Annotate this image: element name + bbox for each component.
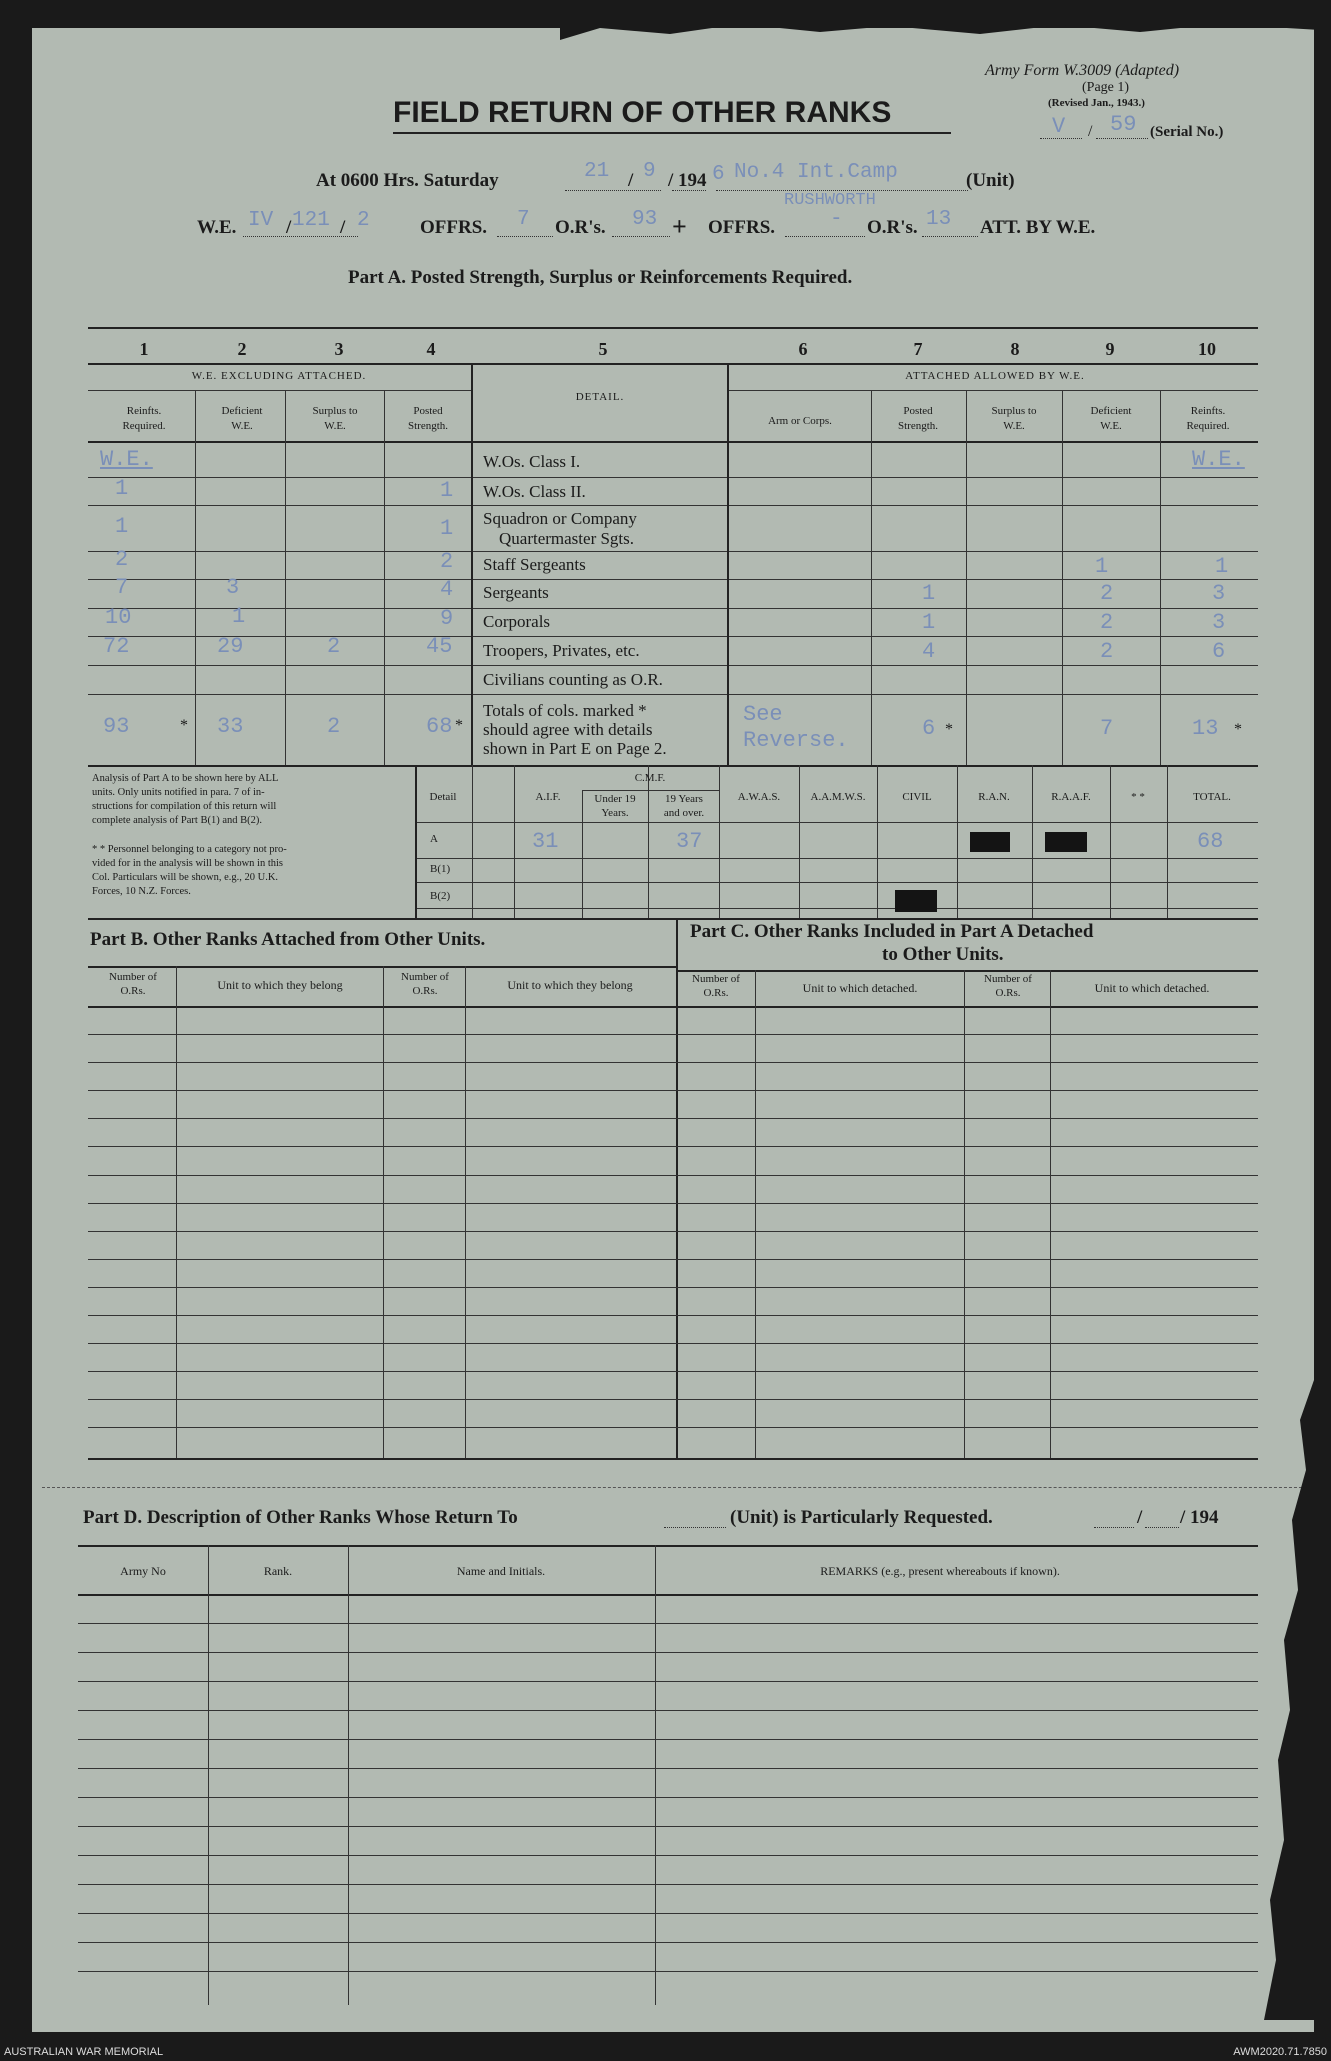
row-ssgt-posted: 2: [440, 549, 454, 574]
att-label: ATT. BY W.E.: [980, 217, 1096, 238]
we-value-b: 121: [292, 209, 330, 232]
page-label: (Page 1): [1082, 80, 1130, 95]
part-b-title: Part B. Other Ranks Attached from Other Units.: [90, 929, 486, 950]
row-wo1-att-reinfts: W.E.: [1192, 447, 1245, 472]
analysis-civil-header: CIVIL: [902, 791, 932, 803]
col-number-6: 6: [798, 339, 808, 359]
row-sgt-att-reinfts: 3: [1212, 581, 1226, 606]
analysis-note-2: units. Only units notified in para. 7 of in-: [92, 787, 265, 798]
analysis-note-1: Analysis of Part A to be shown here by ALL: [92, 773, 279, 784]
ruled-line: [78, 1710, 1258, 1711]
row-qm-posted: 1: [440, 516, 454, 541]
analysis-row-b1: B(1): [430, 863, 451, 875]
subhead-deficient-2: W.E.: [231, 420, 253, 432]
ruled-line: [88, 1259, 1258, 1260]
row-pte-posted: 45: [426, 634, 453, 659]
date-year-digit: 6: [712, 163, 725, 186]
part-d-rank-header: Rank.: [263, 1564, 293, 1578]
part-d-name-header: Name and Initials.: [456, 1564, 546, 1578]
ors2-value: 13: [926, 208, 952, 231]
group-left-header: W.E. EXCLUDING ATTACHED.: [191, 370, 367, 382]
at-label: At 0600 Hrs. Saturday: [316, 170, 499, 191]
ruled-line: [88, 1146, 1258, 1147]
ruled-line: [88, 1034, 1258, 1035]
analysis-over19: 19 Years: [665, 793, 703, 805]
analysis-raaf-header: R.A.A.F.: [1051, 791, 1091, 803]
unit-label: (Unit): [966, 170, 1015, 191]
ruled-line: [88, 1231, 1258, 1232]
row-pte-deficient: 29: [217, 634, 244, 659]
ruled-line: [88, 1371, 1258, 1372]
subhead-reinfts-2: Required.: [122, 420, 166, 432]
row-ssgt-reinfts: 2: [115, 547, 129, 572]
army-form-label: Army Form W.3009 (Adapted): [985, 62, 1180, 79]
analysis-detail-header: Detail: [429, 791, 457, 803]
ruled-line: [78, 1797, 1258, 1798]
star-mark: *: [1234, 721, 1242, 738]
row-cpl-deficient: 1: [232, 604, 246, 629]
ruled-line: [88, 1315, 1258, 1316]
detail-staff-sergeants: Staff Sergeants: [483, 555, 586, 574]
ruled-line: [78, 1942, 1258, 1943]
torn-edge: [1240, 1380, 1331, 2040]
part-b-number-header-2: O.Rs.: [120, 985, 146, 997]
analysis-a-aif: 31: [532, 829, 559, 854]
row-cpl-att-reinfts: 3: [1212, 610, 1226, 635]
col-number-1: 1: [139, 339, 149, 359]
total-posted: 68: [426, 714, 453, 739]
part-b-number-header: Number of: [109, 971, 157, 983]
part-c-title: Part C. Other Ranks Included in Part A Detached: [690, 921, 1094, 942]
detail-header: DETAIL.: [575, 391, 625, 403]
ors-value: 93: [632, 208, 658, 231]
detail-sergeants: Sergeants: [483, 583, 549, 602]
col-number-7: 7: [913, 339, 923, 359]
part-c-unit-header: Unit to which detached.: [802, 981, 918, 995]
redaction-raaf: [1045, 832, 1087, 852]
col-number-3: 3: [334, 339, 344, 359]
row-sgt-reinfts: 7: [115, 575, 129, 600]
ruled-line: [88, 1343, 1258, 1344]
row-sgt-posted: 4: [440, 577, 454, 602]
row-sgt-deficient: 3: [226, 575, 240, 600]
subhead-att-posted-2: Strength.: [897, 420, 939, 432]
total-surplus: 2: [327, 714, 341, 739]
redaction-civil: [895, 890, 937, 912]
redaction-ran: [970, 832, 1010, 852]
analysis-cmf-header: C.M.F.: [634, 772, 666, 784]
part-c-number-header-b: Number of: [984, 973, 1032, 985]
detail-wo-class-2: W.Os. Class II.: [483, 482, 586, 501]
unit-value-2: RUSHWORTH: [784, 191, 876, 210]
col-number-2: 2: [237, 339, 247, 359]
ruled-line: [78, 1971, 1258, 1972]
detail-totals: Totals of cols. marked *: [483, 701, 647, 720]
analysis-note-4: complete analysis of Part B(1) and B(2).: [92, 815, 262, 826]
analysis-aif-header: A.I.F.: [535, 791, 561, 803]
ruled-line: [78, 1768, 1258, 1769]
offrs-label: OFFRS.: [420, 217, 488, 238]
footer-left: AUSTRALIAN WAR MEMORIAL: [4, 2046, 164, 2058]
subhead-att-deficient-2: W.E.: [1100, 420, 1122, 432]
row-pte-surplus: 2: [327, 634, 341, 659]
detail-troopers-privates: Troopers, Privates, etc.: [483, 641, 640, 660]
part-c-number-header: Number of: [692, 973, 740, 985]
unit-value: No.4 Int.Camp: [734, 161, 898, 184]
detail-civilians: Civilians counting as O.R.: [483, 670, 663, 689]
detail-wo-class-1: W.Os. Class I.: [483, 452, 581, 471]
analysis-ran-header: R.A.N.: [978, 791, 1010, 803]
analysis-note2-2: vided for in the analysis will be shown in this: [92, 858, 284, 869]
col-number-8: 8: [1010, 339, 1020, 359]
offrs2-value: -: [830, 208, 843, 231]
analysis-note2-1: * * Personnel belonging to a category not pro-: [92, 844, 287, 855]
row-cpl-posted: 9: [440, 606, 454, 631]
analysis-note2-3: Col. Particulars will be shown, e.g., 20 U.K.: [92, 872, 279, 883]
serial-label: (Serial No.): [1150, 124, 1224, 140]
part-b-unit-header-b: Unit to which they belong: [507, 978, 633, 992]
ruled-line: [88, 1118, 1258, 1119]
part-b-number-header-b: Number of: [401, 971, 449, 983]
analysis-under19-2: Years.: [601, 807, 629, 819]
group-right-header: ATTACHED ALLOWED BY W.E.: [905, 370, 1085, 382]
row-cpl-att-posted: 1: [922, 610, 936, 635]
part-c-unit-header-b: Unit to which detached.: [1094, 981, 1210, 995]
row-wo2-posted: 1: [440, 478, 454, 503]
subhead-att-deficient: Deficient: [1090, 405, 1132, 417]
row-cpl-att-deficient: 2: [1100, 610, 1114, 635]
subhead-reinfts: Reinfts.: [126, 405, 162, 417]
analysis-under19: Under 19: [594, 793, 636, 805]
row-pte-att-reinfts: 6: [1212, 639, 1226, 664]
row-pte-att-posted: 4: [922, 639, 936, 664]
offrs-value: 7: [517, 208, 530, 231]
analysis-note-3: structions for compilation of this return will: [92, 801, 277, 812]
total-att-posted: 6: [922, 716, 936, 741]
star-mark: *: [180, 717, 188, 734]
row-sgt-att-posted: 1: [922, 581, 936, 606]
ruled-line: [78, 1826, 1258, 1827]
row-pte-reinfts: 72: [103, 634, 130, 659]
analysis-row-a: A: [430, 833, 438, 845]
total-reinfts: 93: [103, 714, 130, 739]
subhead-arm-corps: Arm or Corps.: [768, 415, 832, 427]
see-reverse-2: Reverse.: [743, 728, 849, 753]
torn-top-edge: [560, 20, 1320, 60]
analysis-over19-2: and over.: [663, 807, 705, 819]
detail-corporals: Corporals: [483, 612, 551, 631]
total-att-deficient: 7: [1100, 716, 1114, 741]
part-c-number-header-2: O.Rs.: [703, 987, 729, 999]
page-title: FIELD RETURN OF OTHER RANKS: [393, 96, 892, 129]
ors2-label: O.R's.: [867, 217, 918, 238]
analysis-awas-header: A.W.A.S.: [737, 791, 781, 803]
col-number-10: 10: [1198, 339, 1216, 359]
ruled-line: [78, 1681, 1258, 1682]
date-month: 9: [643, 160, 656, 183]
plus-sign: +: [672, 212, 687, 241]
col-number-5: 5: [598, 339, 608, 359]
row-cpl-reinfts: 10: [105, 605, 132, 630]
analysis-aamws-header: A.A.M.W.S.: [810, 791, 866, 803]
date-day: 21: [584, 160, 610, 183]
star-mark: *: [945, 721, 953, 738]
row-sgt-att-deficient: 2: [1100, 581, 1114, 606]
row-pte-att-deficient: 2: [1100, 639, 1114, 664]
row-wo2-reinfts: 1: [115, 476, 129, 501]
ruled-line: [88, 1399, 1258, 1400]
serial-value-a: V: [1052, 114, 1066, 139]
we-value-c: 2: [357, 209, 370, 232]
subhead-att-surplus-2: W.E.: [1003, 420, 1025, 432]
total-att-reinfts: 13: [1192, 716, 1219, 741]
part-b-unit-header: Unit to which they belong: [217, 978, 343, 992]
date-year-prefix: 194: [678, 170, 707, 191]
analysis-row-b2: B(2): [430, 890, 451, 902]
analysis-a-over19: 37: [676, 829, 703, 854]
ruled-line: [78, 1884, 1258, 1885]
part-a-title: Part A. Posted Strength, Surplus or Reinforcements Required.: [348, 267, 853, 288]
subhead-posted: Posted: [413, 405, 443, 417]
ruled-line: [88, 1287, 1258, 1288]
detail-sqn-qm-sgts-2: Quartermaster Sgts.: [499, 529, 635, 548]
serial-value-b: 59: [1110, 112, 1137, 137]
revised-label: (Revised Jan., 1943.): [1048, 97, 1145, 109]
ruled-line: [78, 1739, 1258, 1740]
see-reverse-1: See: [743, 702, 783, 727]
offrs2-label: OFFRS.: [708, 217, 776, 238]
part-c-number-header-b-2: O.Rs.: [995, 987, 1021, 999]
subhead-surplus: Surplus to: [312, 405, 358, 417]
row-ssgt-att-reinfts: 1: [1215, 554, 1229, 579]
part-d-year: 194: [1190, 1507, 1219, 1528]
subhead-att-reinfts-2: Required.: [1186, 420, 1230, 432]
subhead-att-posted: Posted: [903, 405, 933, 417]
ruled-line: [88, 1062, 1258, 1063]
analysis-total-header: TOTAL.: [1193, 791, 1231, 803]
detail-totals-3: shown in Part E on Page 2.: [483, 739, 667, 758]
ruled-line: [78, 1623, 1258, 1624]
detail-sqn-qm-sgts: Squadron or Company: [483, 509, 637, 528]
row-wo1-reinfts: W.E.: [100, 447, 153, 472]
we-label: W.E.: [197, 217, 237, 238]
analysis-note2-4: Forces, 10 N.Z. Forces.: [92, 886, 191, 897]
we-value-a: IV: [248, 209, 274, 232]
part-d-title-unit: (Unit) is Particularly Requested.: [730, 1507, 993, 1528]
ruled-line: [78, 1913, 1258, 1914]
subhead-deficient: Deficient: [221, 405, 263, 417]
ruled-line: [88, 1427, 1258, 1428]
ruled-line: [88, 1175, 1258, 1176]
part-d-army-no-header: Army No: [120, 1564, 166, 1578]
subhead-att-surplus: Surplus to: [991, 405, 1037, 417]
detail-totals-2: should agree with details: [483, 720, 653, 739]
part-b-number-header-b-2: O.Rs.: [412, 985, 438, 997]
subhead-posted-2: Strength.: [407, 420, 449, 432]
col-number-4: 4: [426, 339, 436, 359]
ruled-line: [78, 1855, 1258, 1856]
subhead-surplus-2: W.E.: [324, 420, 346, 432]
analysis-a-total: 68: [1197, 829, 1224, 854]
star-mark: *: [455, 717, 463, 734]
analysis-other-header: * *: [1131, 791, 1145, 803]
row-ssgt-att-deficient: 1: [1095, 554, 1109, 579]
total-deficient: 33: [217, 714, 244, 739]
col-number-9: 9: [1105, 339, 1115, 359]
ruled-line: [88, 1203, 1258, 1204]
part-c-title-2: to Other Units.: [882, 944, 1004, 965]
ruled-line: [78, 1652, 1258, 1653]
part-d-title: Part D. Description of Other Ranks Whose Return To: [83, 1507, 518, 1528]
subhead-att-reinfts: Reinfts.: [1190, 405, 1226, 417]
ors-label: O.R's.: [555, 217, 606, 238]
footer-right: AWM2020.71.7850: [1233, 2046, 1327, 2058]
row-qm-reinfts: 1: [115, 514, 129, 539]
part-d-remarks-header: REMARKS (e.g., present whereabouts if known).: [820, 1564, 1060, 1578]
ruled-line: [88, 1090, 1258, 1091]
